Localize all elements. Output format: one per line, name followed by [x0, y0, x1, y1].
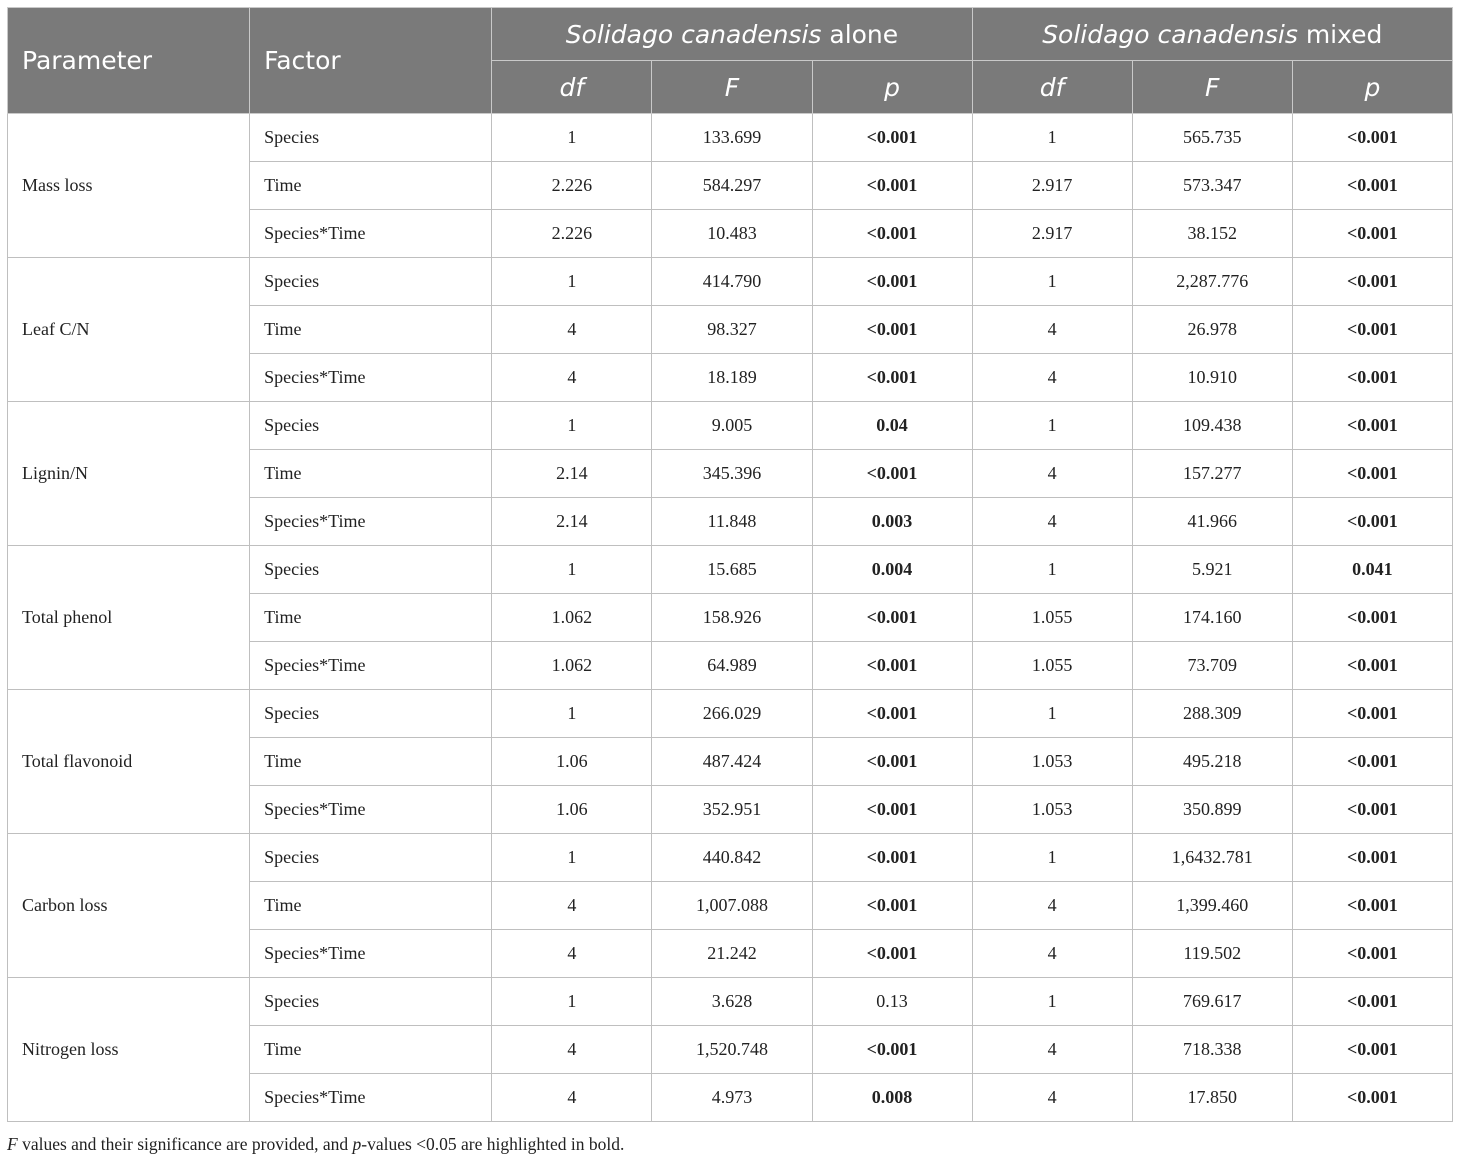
mixed-F-cell: 41.966: [1132, 498, 1292, 546]
factor-cell: Species: [250, 546, 492, 594]
alone-p-cell: 0.003: [812, 498, 972, 546]
factor-cell: Species*Time: [250, 930, 492, 978]
mixed-df-cell: 1.053: [972, 738, 1132, 786]
alone-df-cell: 1.062: [492, 594, 652, 642]
alone-df-cell: 4: [492, 930, 652, 978]
alone-p-cell: <0.001: [812, 690, 972, 738]
header-group-alone-species: Solidago canadensis: [565, 19, 822, 49]
alone-F-cell: 1,520.748: [652, 1026, 812, 1074]
alone-p-cell: <0.001: [812, 162, 972, 210]
alone-df-cell: 1: [492, 546, 652, 594]
mixed-p-cell: <0.001: [1292, 306, 1452, 354]
factor-cell: Species: [250, 834, 492, 882]
alone-F-cell: 158.926: [652, 594, 812, 642]
table-body: [8, 114, 1453, 1122]
mixed-df-cell: 1.055: [972, 594, 1132, 642]
alone-df-cell: 1.06: [492, 738, 652, 786]
mixed-F-cell: 769.617: [1132, 978, 1292, 1026]
alone-df-cell: 2.226: [492, 162, 652, 210]
parameter-cell: Lignin/N: [8, 402, 250, 546]
table-row: [8, 834, 1453, 882]
factor-cell: Species*Time: [250, 210, 492, 258]
alone-df-cell: 4: [492, 306, 652, 354]
mixed-F-cell: 2,287.776: [1132, 258, 1292, 306]
alone-F-cell: 487.424: [652, 738, 812, 786]
factor-cell: Species: [250, 690, 492, 738]
header-group-alone-suffix: alone: [821, 19, 899, 49]
mixed-df-cell: 1.053: [972, 786, 1132, 834]
mixed-F-cell: 10.910: [1132, 354, 1292, 402]
alone-F-cell: 10.483: [652, 210, 812, 258]
mixed-F-cell: 1,6432.781: [1132, 834, 1292, 882]
mixed-df-cell: 4: [972, 354, 1132, 402]
alone-df-cell: 4: [492, 1074, 652, 1122]
anova-table: [7, 7, 1453, 1122]
mixed-p-cell: <0.001: [1292, 738, 1452, 786]
factor-cell: Time: [250, 306, 492, 354]
factor-cell: Species*Time: [250, 1074, 492, 1122]
mixed-p-cell: <0.001: [1292, 258, 1452, 306]
header-mixed-df: df: [972, 61, 1132, 114]
mixed-p-cell: <0.001: [1292, 210, 1452, 258]
mixed-F-cell: 119.502: [1132, 930, 1292, 978]
alone-p-cell: <0.001: [812, 354, 972, 402]
mixed-p-cell: <0.001: [1292, 690, 1452, 738]
mixed-df-cell: 4: [972, 498, 1132, 546]
table-header: [8, 8, 1453, 114]
mixed-df-cell: 1: [972, 402, 1132, 450]
factor-cell: Species: [250, 402, 492, 450]
mixed-df-cell: 1: [972, 690, 1132, 738]
mixed-p-cell: <0.001: [1292, 978, 1452, 1026]
mixed-F-cell: 157.277: [1132, 450, 1292, 498]
factor-cell: Time: [250, 882, 492, 930]
alone-df-cell: 1.062: [492, 642, 652, 690]
factor-cell: Time: [250, 738, 492, 786]
mixed-df-cell: 4: [972, 450, 1132, 498]
alone-p-cell: 0.004: [812, 546, 972, 594]
alone-p-cell: <0.001: [812, 834, 972, 882]
mixed-F-cell: 174.160: [1132, 594, 1292, 642]
alone-F-cell: 18.189: [652, 354, 812, 402]
header-mixed-F: F: [1132, 61, 1292, 114]
mixed-p-cell: <0.001: [1292, 786, 1452, 834]
alone-F-cell: 440.842: [652, 834, 812, 882]
alone-p-cell: 0.008: [812, 1074, 972, 1122]
alone-df-cell: 1: [492, 690, 652, 738]
mixed-F-cell: 573.347: [1132, 162, 1292, 210]
table-row: [8, 258, 1453, 306]
alone-df-cell: 2.14: [492, 498, 652, 546]
mixed-F-cell: 350.899: [1132, 786, 1292, 834]
header-parameter: Parameter: [8, 8, 250, 114]
alone-F-cell: 266.029: [652, 690, 812, 738]
mixed-df-cell: 4: [972, 1026, 1132, 1074]
mixed-df-cell: 4: [972, 306, 1132, 354]
mixed-df-cell: 2.917: [972, 162, 1132, 210]
alone-df-cell: 1: [492, 402, 652, 450]
mixed-p-cell: <0.001: [1292, 1074, 1452, 1122]
mixed-df-cell: 1: [972, 258, 1132, 306]
mixed-p-cell: 0.041: [1292, 546, 1452, 594]
parameter-cell: Leaf C/N: [8, 258, 250, 402]
alone-p-cell: <0.001: [812, 930, 972, 978]
alone-p-cell: <0.001: [812, 642, 972, 690]
parameter-cell: Total flavonoid: [8, 690, 250, 834]
alone-F-cell: 15.685: [652, 546, 812, 594]
alone-F-cell: 414.790: [652, 258, 812, 306]
parameter-cell: Total phenol: [8, 546, 250, 690]
mixed-F-cell: 495.218: [1132, 738, 1292, 786]
alone-p-cell: <0.001: [812, 114, 972, 162]
mixed-df-cell: 1: [972, 114, 1132, 162]
mixed-F-cell: 288.309: [1132, 690, 1292, 738]
alone-F-cell: 3.628: [652, 978, 812, 1026]
mixed-p-cell: <0.001: [1292, 834, 1452, 882]
factor-cell: Time: [250, 162, 492, 210]
mixed-F-cell: 109.438: [1132, 402, 1292, 450]
table-row: [8, 690, 1453, 738]
mixed-F-cell: 565.735: [1132, 114, 1292, 162]
header-group-alone: [492, 8, 972, 61]
parameter-cell: Carbon loss: [8, 834, 250, 978]
table-row: [8, 402, 1453, 450]
alone-p-cell: <0.001: [812, 210, 972, 258]
alone-p-cell: <0.001: [812, 306, 972, 354]
alone-p-cell: <0.001: [812, 738, 972, 786]
alone-df-cell: 1: [492, 114, 652, 162]
mixed-df-cell: 1.055: [972, 642, 1132, 690]
alone-F-cell: 133.699: [652, 114, 812, 162]
anova-table-container: [7, 7, 1453, 1122]
alone-p-cell: <0.001: [812, 594, 972, 642]
alone-df-cell: 4: [492, 882, 652, 930]
mixed-p-cell: <0.001: [1292, 1026, 1452, 1074]
table-row: [8, 978, 1453, 1026]
mixed-df-cell: 4: [972, 1074, 1132, 1122]
mixed-p-cell: <0.001: [1292, 354, 1452, 402]
alone-p-cell: <0.001: [812, 1026, 972, 1074]
mixed-p-cell: <0.001: [1292, 642, 1452, 690]
alone-df-cell: 4: [492, 354, 652, 402]
mixed-F-cell: 17.850: [1132, 1074, 1292, 1122]
alone-df-cell: 1: [492, 978, 652, 1026]
mixed-df-cell: 1: [972, 834, 1132, 882]
factor-cell: Species: [250, 258, 492, 306]
alone-F-cell: 21.242: [652, 930, 812, 978]
header-group-mixed-suffix: mixed: [1297, 19, 1383, 49]
alone-F-cell: 345.396: [652, 450, 812, 498]
header-mixed-p: p: [1292, 61, 1452, 114]
mixed-p-cell: <0.001: [1292, 450, 1452, 498]
mixed-p-cell: <0.001: [1292, 930, 1452, 978]
mixed-df-cell: 4: [972, 930, 1132, 978]
factor-cell: Species*Time: [250, 498, 492, 546]
alone-p-cell: 0.13: [812, 978, 972, 1026]
alone-p-cell: <0.001: [812, 882, 972, 930]
header-group-mixed-species: Solidago canadensis: [1042, 19, 1298, 49]
alone-F-cell: 64.989: [652, 642, 812, 690]
alone-F-cell: 584.297: [652, 162, 812, 210]
parameter-cell: Mass loss: [8, 114, 250, 258]
alone-df-cell: 1: [492, 834, 652, 882]
alone-p-cell: <0.001: [812, 786, 972, 834]
mixed-df-cell: 1: [972, 546, 1132, 594]
factor-cell: Species*Time: [250, 642, 492, 690]
factor-cell: Time: [250, 1026, 492, 1074]
alone-F-cell: 1,007.088: [652, 882, 812, 930]
mixed-p-cell: <0.001: [1292, 594, 1452, 642]
mixed-df-cell: 1: [972, 978, 1132, 1026]
footnote-f-symbol: F: [7, 1134, 18, 1154]
mixed-F-cell: 73.709: [1132, 642, 1292, 690]
factor-cell: Time: [250, 594, 492, 642]
factor-cell: Species*Time: [250, 786, 492, 834]
mixed-p-cell: <0.001: [1292, 882, 1452, 930]
mixed-p-cell: <0.001: [1292, 114, 1452, 162]
footnote-part2: -values <0.05 are highlighted in bold.: [361, 1134, 625, 1154]
table-row: [8, 114, 1453, 162]
factor-cell: Species: [250, 978, 492, 1026]
header-alone-p: p: [812, 61, 972, 114]
alone-df-cell: 1: [492, 258, 652, 306]
header-factor: Factor: [250, 8, 492, 114]
factor-cell: Time: [250, 450, 492, 498]
alone-F-cell: 352.951: [652, 786, 812, 834]
mixed-F-cell: 718.338: [1132, 1026, 1292, 1074]
alone-df-cell: 4: [492, 1026, 652, 1074]
header-alone-df: df: [492, 61, 652, 114]
alone-df-cell: 1.06: [492, 786, 652, 834]
alone-F-cell: 98.327: [652, 306, 812, 354]
mixed-F-cell: 1,399.460: [1132, 882, 1292, 930]
mixed-F-cell: 26.978: [1132, 306, 1292, 354]
mixed-df-cell: 4: [972, 882, 1132, 930]
alone-p-cell: <0.001: [812, 258, 972, 306]
alone-df-cell: 2.14: [492, 450, 652, 498]
factor-cell: Species*Time: [250, 354, 492, 402]
alone-p-cell: <0.001: [812, 450, 972, 498]
mixed-F-cell: 38.152: [1132, 210, 1292, 258]
alone-F-cell: 9.005: [652, 402, 812, 450]
factor-cell: Species: [250, 114, 492, 162]
alone-F-cell: 4.973: [652, 1074, 812, 1122]
mixed-p-cell: <0.001: [1292, 498, 1452, 546]
alone-F-cell: 11.848: [652, 498, 812, 546]
alone-df-cell: 2.226: [492, 210, 652, 258]
parameter-cell: Nitrogen loss: [8, 978, 250, 1122]
mixed-df-cell: 2.917: [972, 210, 1132, 258]
mixed-p-cell: <0.001: [1292, 162, 1452, 210]
alone-p-cell: 0.04: [812, 402, 972, 450]
footnote-p-symbol: p: [352, 1134, 362, 1154]
table-footnote: [7, 1134, 624, 1155]
mixed-p-cell: <0.001: [1292, 402, 1452, 450]
footnote-part1: values and their significance are provided, and: [17, 1134, 353, 1154]
header-group-mixed: [972, 8, 1452, 61]
table-row: [8, 546, 1453, 594]
mixed-F-cell: 5.921: [1132, 546, 1292, 594]
header-alone-F: F: [652, 61, 812, 114]
